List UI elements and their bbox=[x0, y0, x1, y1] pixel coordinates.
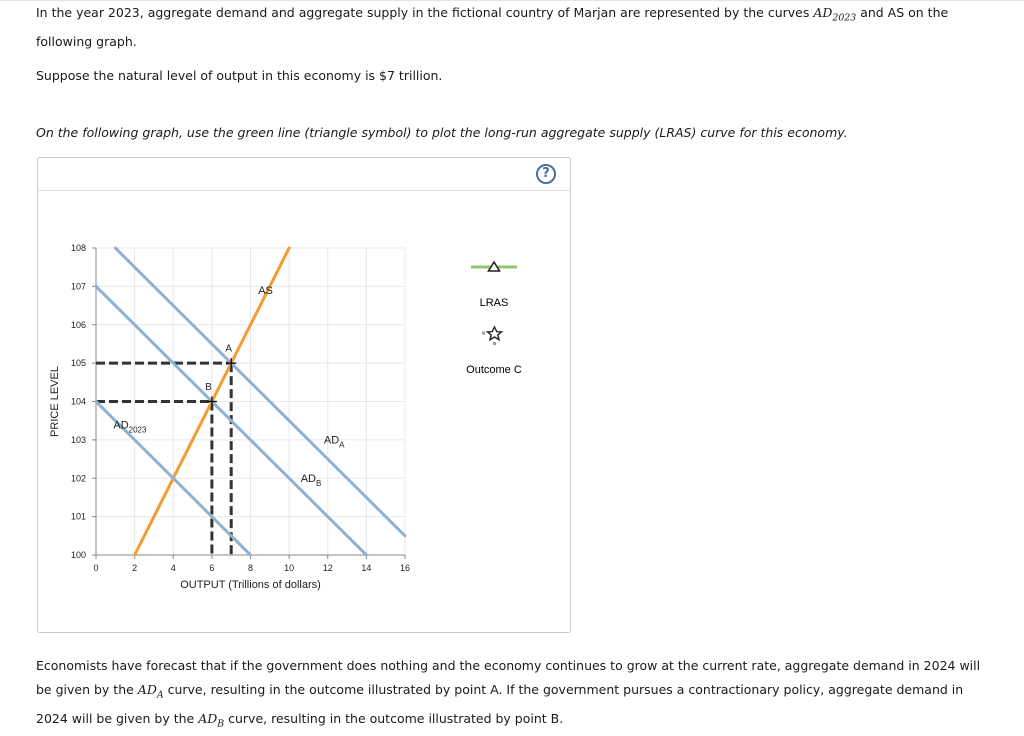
natural-output-text: Suppose the natural level of output in this economy is $7 trillion. bbox=[36, 68, 443, 83]
y-tick-label: 102 bbox=[70, 473, 86, 484]
curve-label-adb: $AD_B$ bbox=[300, 473, 322, 489]
y-tick-label: 106 bbox=[70, 319, 86, 330]
curve-labels bbox=[113, 285, 345, 488]
adb-symbol: $AD_B$ bbox=[198, 710, 225, 729]
forecast-text: Economists have forecast that if the government does nothing and the economy continues to grow at the current rate, aggregate demand in 2024 will be given by the $AD_A$ curve, resulting in the outcome illustrated by point A. If the government pursues a contractionary policy, aggregate demand in 2024 will be given by the $AD_B$ curve, resulting in the outcome illustrated by point B. bbox=[36, 658, 981, 729]
point-label-B: B bbox=[205, 381, 212, 393]
point-label-A: A bbox=[225, 343, 233, 355]
lras-legend-label: LRAS bbox=[479, 297, 509, 309]
legend[interactable] bbox=[466, 262, 522, 376]
x-tick-label: 6 bbox=[209, 563, 215, 573]
star-icon[interactable] bbox=[482, 327, 502, 345]
curve-label-ad2023: $AD_{2023}$ bbox=[113, 419, 147, 435]
x-tick-label: 12 bbox=[322, 563, 333, 573]
y-tick-label: 108 bbox=[70, 243, 86, 253]
curve-label-as: AS bbox=[258, 285, 273, 298]
x-tick-label: 0 bbox=[93, 563, 99, 573]
x-tick-label: 16 bbox=[399, 563, 411, 573]
curve-label-ada: $AD_A$ bbox=[323, 434, 345, 450]
x-tick-label: 14 bbox=[361, 563, 372, 573]
x-tick-label: 2 bbox=[132, 563, 138, 573]
ad2023-symbol: $AD_{2023}$ bbox=[813, 5, 857, 24]
x-tick-label: 10 bbox=[284, 563, 295, 573]
y-tick-label: 105 bbox=[70, 358, 86, 369]
x-tick-label: 8 bbox=[247, 563, 254, 573]
outcome-legend-label: Outcome C bbox=[466, 364, 522, 376]
question-intro: In the year 2023, aggregate demand and aggregate supply in the fictional country of Marjan are represented by the curves $AD_{2023}$ and AS on the following graph. bbox=[36, 5, 949, 49]
ada-symbol: $AD_A$ bbox=[137, 681, 164, 700]
x-tick-label: 4 bbox=[170, 563, 176, 573]
graph-panel bbox=[37, 157, 571, 633]
y-tick-label: 101 bbox=[70, 511, 86, 522]
instruction-text: On the following graph, use the green line (triangle symbol) to plot the long-run aggregate supply (LRAS) curve for this economy. bbox=[36, 125, 848, 140]
help-button[interactable]: ? bbox=[536, 164, 556, 184]
x-axis-label: OUTPUT (Trillions of dollars) bbox=[180, 579, 321, 591]
y-tick-label: 100 bbox=[70, 550, 86, 560]
chart-svg[interactable] bbox=[38, 158, 570, 632]
y-tick-label: 104 bbox=[70, 396, 86, 407]
y-tick-label: 107 bbox=[70, 281, 86, 292]
y-tick-label: 103 bbox=[70, 434, 86, 445]
y-axis-label: PRICE LEVEL bbox=[49, 366, 61, 437]
